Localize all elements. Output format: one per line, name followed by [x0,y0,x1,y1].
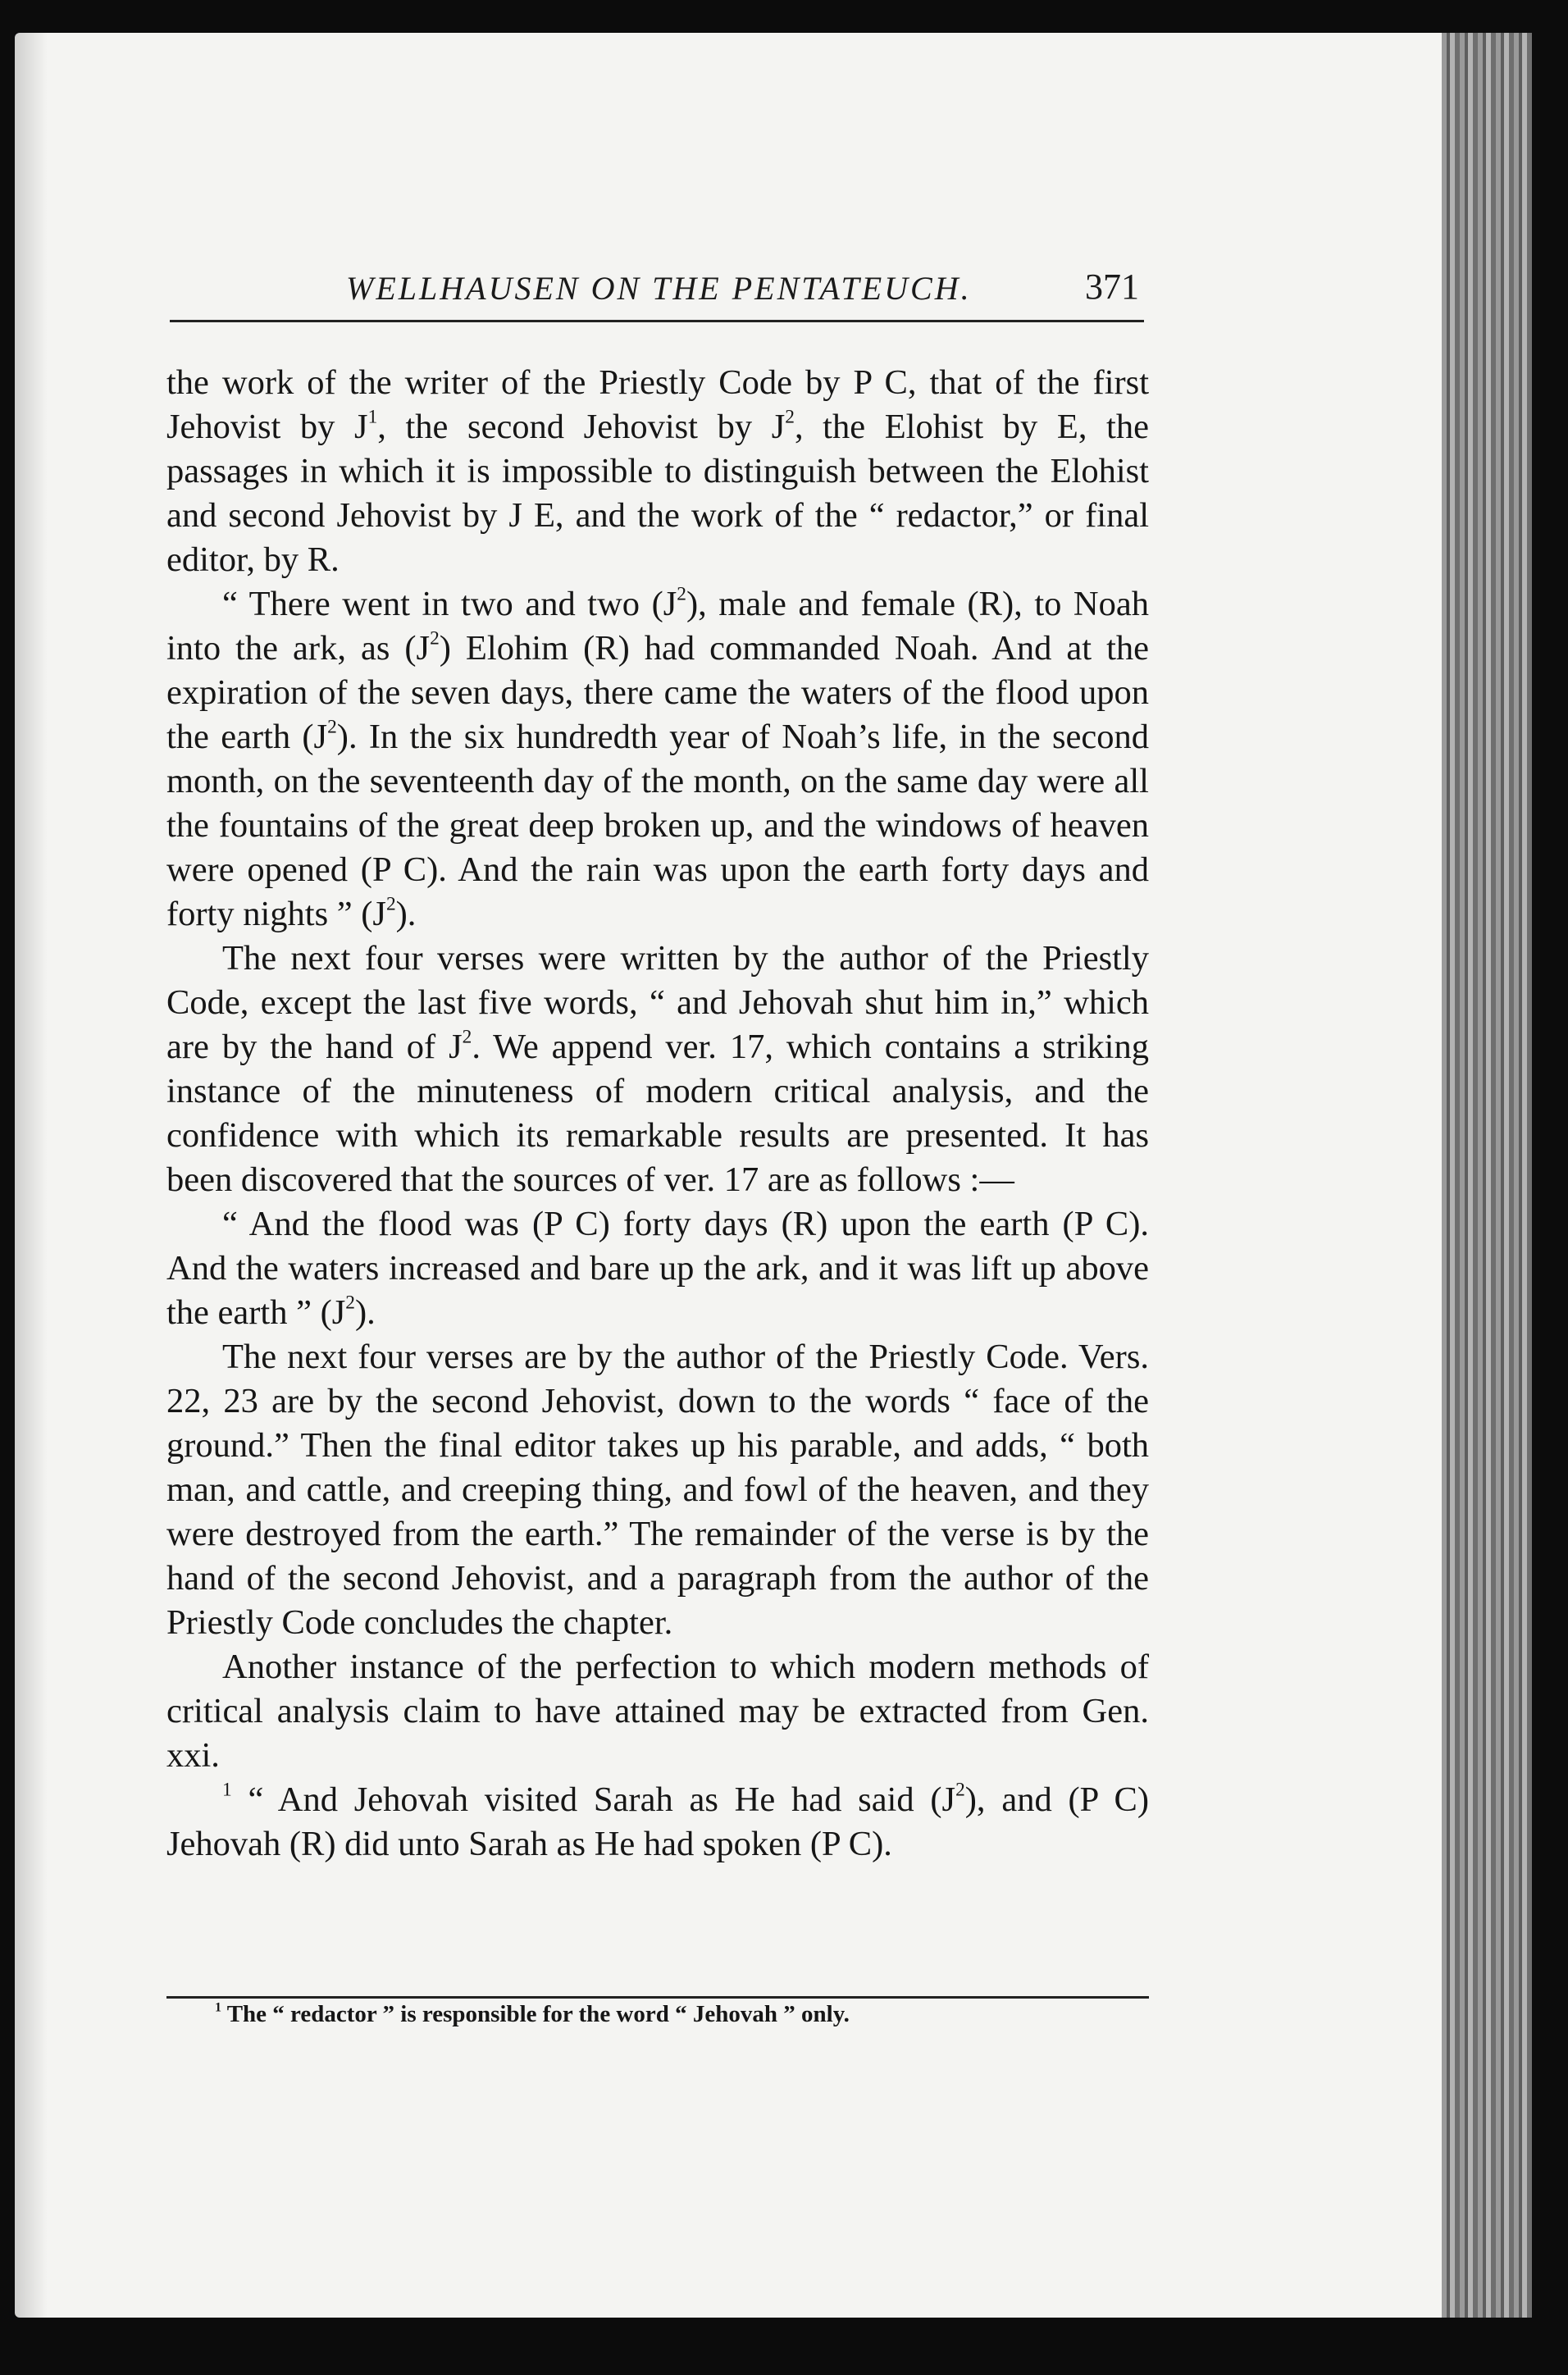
superscript: 2 [785,406,795,428]
page-number: 371 [1085,267,1139,307]
text-run: ), male and female (R), to Noah into the ark, as (J [166,585,1149,668]
superscript: 2 [327,716,337,738]
superscript: 2 [385,893,396,915]
footnote-marker: 1 [215,2000,221,2015]
paragraph [166,1645,1149,1778]
paragraph [166,582,1149,937]
text-run: ). [395,895,417,933]
paragraph [166,361,1149,582]
text-run: The next four verses are by the author of the Priestly Code. Vers. 22, 23 are by the second Jehovist, down to the words “ face of the ground.” Then the final editor takes up his parable, and adds, “ both man, and cattle, and creeping thing, and fowl of the heaven, and they were destroyed from the earth.” The remainder of the verse is by the hand of the second Jehovist, and a paragraph from the author of the Priestly Code concludes the chapter. [166,1338,1149,1642]
text-run: ). In the six hundredth year of Noah’s life, in the second month, on the seventeenth day of the month, on the same day were all the fountains of the great deep broken up, and the windows of heaven were opened (P C). And the rain was upon the earth forty days and forty nights ” (J [166,718,1149,933]
superscript: 1 [367,406,378,428]
text-run: ). [354,1293,376,1332]
superscript: 1 [222,1779,232,1801]
paragraph [166,1335,1149,1645]
text-run: ), and (P C) Jehovah (R) did unto Sarah as He had spoken (P C). [166,1780,1149,1863]
footnote [215,2001,850,2028]
superscript: 2 [462,1026,472,1048]
footnote-rule [166,1996,1149,1999]
text-run: , the Elohist by E, the passages in which it is impossible to distinguish between the Elohist and second Jehovist by J E, and the work of the “ redactor,” or final editor, by R. [166,408,1149,579]
superscript: 2 [955,1779,965,1801]
page-header [170,264,1144,322]
text-run: “ And the flood was (P C) forty days (R) upon the earth (P C). And the waters increased and bare up the ark, and it was lift up above the earth ” (J [166,1205,1149,1332]
text-run: “ There went in two and two (J [222,585,677,623]
text-run: “ And Jehovah visited Sarah as He had said (J [231,1780,956,1819]
paragraph [166,1778,1149,1867]
text-run: , the second Jehovist by J [377,408,786,446]
superscript: 2 [430,627,440,650]
text-run: ) Elohim (R) had commanded Noah. And at the expiration of the seven days, there came the waters of the flood upon the earth (J [166,629,1149,756]
page-edge-stack [1442,33,1532,2318]
text-run: . We append ver. 17, which contains a striking instance of the minuteness of modern critical analysis, and the confidence with which its remarkable results are presented. It has been discovered that the sources of ver. 17 are as follows :— [166,1028,1149,1199]
text-run: the work of the writer of the Priestly Code by P C, that of the first Jehovist by J [166,363,1149,446]
superscript: 2 [345,1292,355,1314]
running-title: WELLHAUSEN ON THE PENTATEUCH. [346,270,972,307]
gutter-shadow [15,33,48,2318]
superscript: 2 [677,583,686,605]
text-run: The next four verses were written by the author of the Priestly Code, except the last five words, “ and Jehovah shut him in,” which are by the hand of J [166,939,1149,1066]
paragraph [166,1202,1149,1335]
footnote-text: The “ redactor ” is responsible for the word “ Jehovah ” only. [226,2001,850,2027]
body-text [166,361,1149,1867]
paragraph [166,937,1149,1202]
text-run: Another instance of the perfection to which modern methods of critical analysis claim to have attained may be extracted from Gen. xxi. [166,1648,1149,1775]
